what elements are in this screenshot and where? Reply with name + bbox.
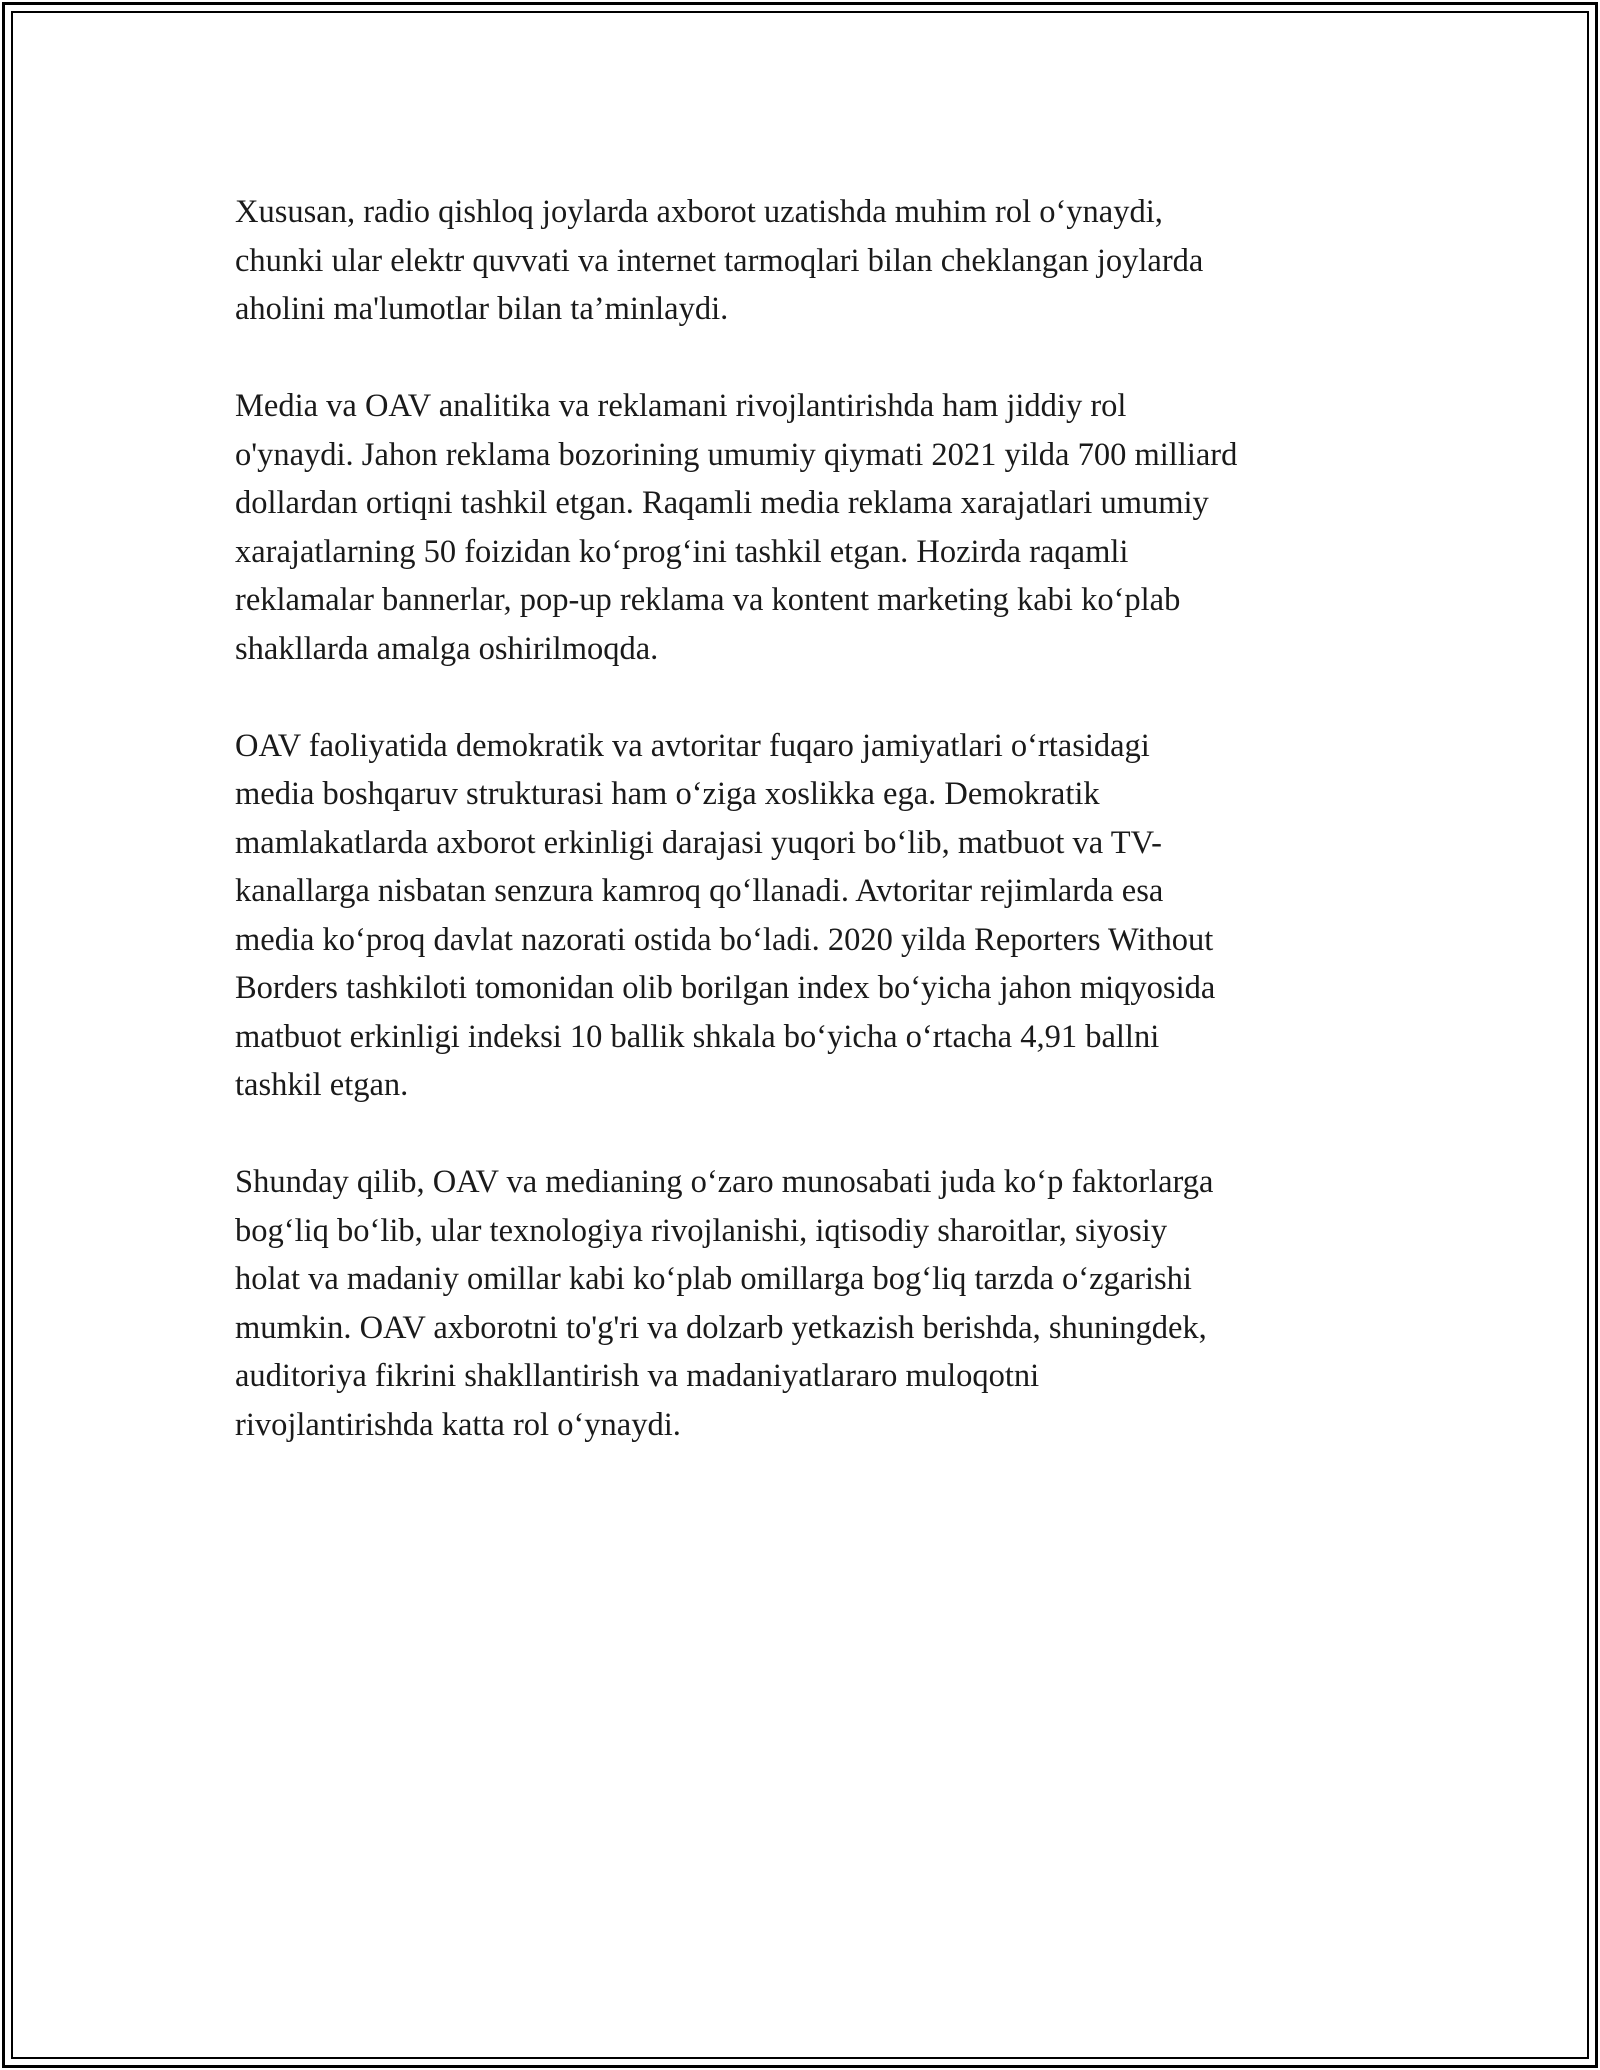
document-body <box>235 188 1375 1498</box>
paragraph-advertising: Media va OAV analitika va reklamani rivojlantirishda ham jiddiy rol o'ynaydi. Jahon reklama bozorining umumiy qiymati 2021 yilda 700 milliard dollardan ortiqni tashkil etgan. Raqamli media reklama xarajatlari umumiy xarajatlarning 50 foizidan ko‘prog‘ini tashkil etgan. Hozirda raqamli reklamalar bannerlar, pop-up reklama va kontent marketing kabi ko‘plab shakllarda amalga oshirilmoqda. <box>235 388 1238 667</box>
paragraph-radio: Xususan, radio qishloq joylarda axborot uzatishda muhim rol o‘ynaydi, chunki ular elektr quvvati va internet tarmoqlari bilan cheklangan joylarda aholini ma'lumotlar bilan ta’minlaydi. <box>235 194 1204 327</box>
paragraph-conclusion: Shunday qilib, OAV va medianing o‘zaro munosabati juda ko‘p faktorlarga bog‘liq bo‘lib, ular texnologiya rivojlanishi, iqtisodiy sharoitlar, siyosiy holat va madaniy omillar kabi ko‘plab omillarga bog‘liq tarzda o‘zgarishi mumkin. OAV axborotni to'g'ri va dolzarb yetkazish berishda, shuningdek, auditoriya fikrini shakllantirish va madaniyatlararo muloqotni rivojlantirishda katta rol o‘ynaydi. <box>235 1164 1214 1443</box>
paragraph-governance: OAV faoliyatida demokratik va avtoritar fuqaro jamiyatlari o‘rtasidagi media boshqaruv strukturasi ham o‘ziga xoslikka ega. Demokratik mamlakatlarda axborot erkinligi darajasi yuqori bo‘lib, matbuot va TV- kanallarga nisbatan senzura kamroq qo‘llanadi. Avtoritar rejimlarda esa media ko‘proq davlat nazorati ostida bo‘ladi. 2020 yilda Reporters Without Borders tashkiloti tomonidan olib borilgan index bo‘yicha jahon miqyosida matbuot erkinligi indeksi 10 ballik shkala bo‘yicha o‘rtacha 4,91 ballni tashkil etgan. <box>235 727 1216 1103</box>
